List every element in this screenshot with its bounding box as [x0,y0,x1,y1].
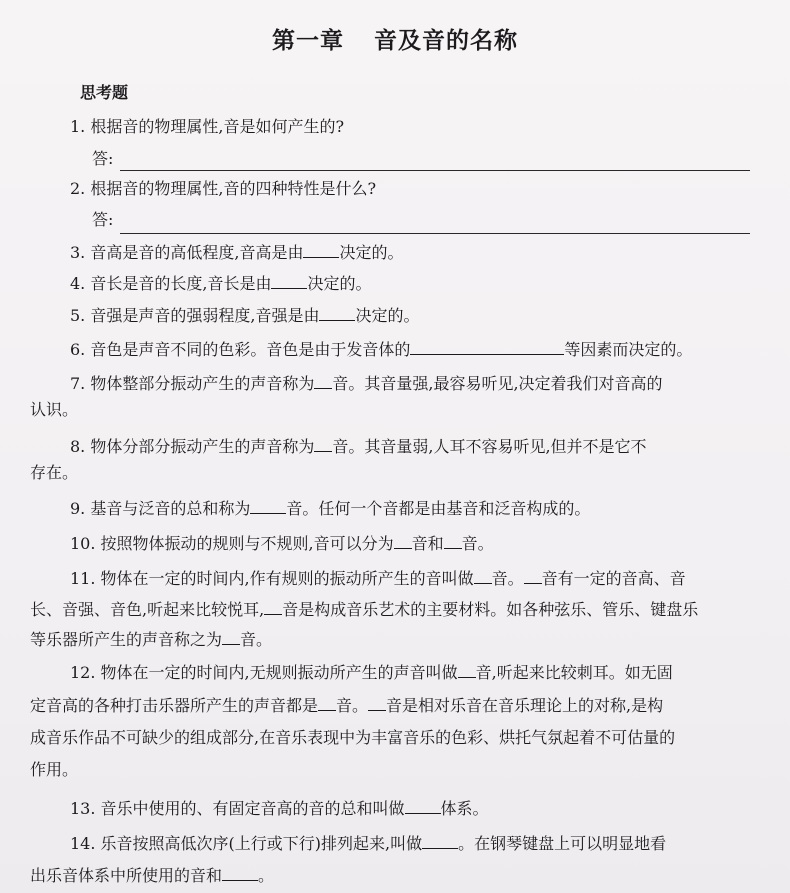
fill-blank [314,372,332,389]
fill-blank [319,304,355,321]
fill-blank [250,497,286,514]
question-9: 9. 基音与泛音的总和称为 音。任何一个音都是由基音和泛音构成的。 [70,499,591,518]
fill-blank [222,628,240,645]
fill-blank [368,694,386,711]
question-14-line-2: 出乐音体系中所使用的音和 。 [30,866,275,885]
fill-blank [410,338,564,355]
question-12-line-2: 定音高的各种打击乐器所产生的声音都是 音。 音是相对乐音在音乐理论上的对称,是构 [30,696,664,715]
section-label: 思考题 [80,83,129,102]
fill-blank [222,864,258,881]
fill-blank [405,797,441,814]
question-4: 4. 音长是音的长度,音长是由 决定的。 [70,274,372,293]
fill-blank [264,598,282,615]
fill-blank [271,272,307,289]
question-10: 10. 按照物体振动的规则与不规则,音可以分为 音和 音。 [70,534,494,553]
answer-prefix-1: 答: [92,149,114,168]
answer-line-2 [120,233,750,234]
chapter-number: 第一章 [272,28,344,54]
fill-blank [303,241,339,258]
chapter-title [0,22,790,55]
fill-blank [444,532,462,549]
chapter-name: 音及音的名称 [374,28,518,54]
question-11-line-3: 等乐器所产生的声音称之为 音。 [30,630,273,649]
fill-blank [474,567,492,584]
question-12-line-1: 12. 物体在一定的时间内,无规则振动所产生的声音叫做 音,听起来比较刺耳。如无固 [70,663,673,682]
question-11-line-1: 11. 物体在一定的时间内,作有规则的振动所产生的音叫做 音。 音有一定的音高、音 [70,569,686,588]
question-2: 2. 根据音的物理属性,音的四种特性是什么? [70,179,377,198]
question-6: 6. 音色是声音不同的色彩。音色是由于发音体的 等因素而决定的。 [70,340,693,359]
question-5: 5. 音强是声音的强弱程度,音强是由 决定的。 [70,306,420,325]
answer-prefix-2: 答: [92,210,114,229]
question-7-line-1: 7. 物体整部分振动产生的声音称为 音。其音量强,最容易听见,决定着我们对音高的 [70,374,663,393]
fill-blank [422,832,458,849]
question-8-line-1: 8. 物体分部分振动产生的声音称为 音。其音量弱,人耳不容易听见,但并不是它不 [70,437,647,456]
fill-blank [458,661,476,678]
question-14-line-1: 14. 乐音按照高低次序(上行或下行)排列起来,叫做 。在钢琴键盘上可以明显地看 [70,834,667,853]
fill-blank [318,694,336,711]
fill-blank [394,532,412,549]
fill-blank [314,435,332,452]
question-1: 1. 根据音的物理属性,音是如何产生的? [70,117,345,136]
question-12-line-3: 成音乐作品不可缺少的组成部分,在音乐表现中为丰富音乐的色彩、烘托气氛起着不可估量的 [30,728,676,747]
answer-line-1 [120,170,750,171]
question-7-line-2: 认识。 [30,400,79,419]
fill-blank [524,567,542,584]
question-12-line-4: 作用。 [30,760,79,779]
question-3: 3. 音高是音的高低程度,音高是由 决定的。 [70,243,404,262]
question-11-line-2: 长、音强、音色,听起来比较悦耳, 音是构成音乐艺术的主要材料。如各种弦乐、管乐、键盘乐 [30,600,699,619]
question-8-line-2: 存在。 [30,463,79,482]
question-13: 13. 音乐中使用的、有固定音高的音的总和叫做 体系。 [70,799,489,818]
